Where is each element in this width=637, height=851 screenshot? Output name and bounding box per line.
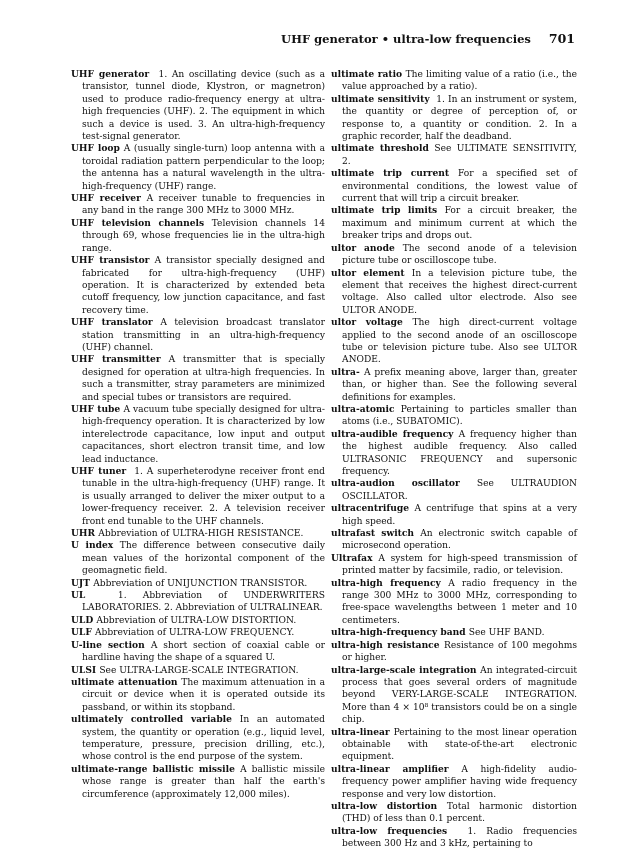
entry-term: ultra-audible frequency xyxy=(331,428,454,440)
entry-term: ultra-high frequency xyxy=(331,577,441,589)
entry-definition: 1. Radio frequencies between 300 Hz and 3 kHz, pertaining to xyxy=(342,826,578,850)
entry-term: U index xyxy=(71,540,114,552)
dictionary-entry xyxy=(331,764,577,801)
entry-term: UHR xyxy=(71,528,96,540)
dictionary-entry xyxy=(331,503,577,528)
dictionary-entry xyxy=(331,268,577,318)
dictionary-entry xyxy=(71,528,325,540)
entry-definition: A ballistic missile whose range is greater than half the earth's circumference (approximately 12,000 miles). xyxy=(82,764,325,800)
entry-definition: A centrifuge that spins at a very high speed. xyxy=(342,504,578,527)
dictionary-entry xyxy=(71,540,325,577)
dictionary-entry xyxy=(71,354,325,404)
entry-term: ultor voltage xyxy=(331,317,403,329)
entry-definition: Abbreviation of ULTRA-HIGH RESISTANCE. xyxy=(98,529,304,540)
entry-definition: 1. An oscillating device (such as a transistor, tunnel diode, Klystron, or magnetron) used to produce radio-frequency energy at ultra-high frequencies (UHF). 2. The equipment in which such a device is used. 3. An ultra-high-frequency test-signal generator. xyxy=(82,70,325,143)
entry-term: ultra-linear xyxy=(331,726,390,738)
dictionary-entry xyxy=(71,69,325,143)
dictionary-entry xyxy=(331,801,577,826)
dictionary-entry xyxy=(331,528,577,553)
entry-term: ultor anode xyxy=(331,242,395,254)
entry-definition: The difference between consecutive daily mean values of the horizontal component of the geomagnetic field. xyxy=(82,541,325,577)
entry-definition: Abbreviation of UNIJUNCTION TRANSISTOR. xyxy=(93,578,308,589)
dictionary-entry xyxy=(331,205,577,242)
entry-term: ultimate ratio xyxy=(331,69,403,80)
dictionary-entry xyxy=(331,243,577,268)
dictionary-entry xyxy=(331,69,577,94)
dictionary-entry xyxy=(331,627,577,639)
entry-term: ULSI xyxy=(71,664,97,676)
entry-term: ultra-low frequencies xyxy=(331,825,448,837)
entry-definition: A vacuum tube specially designed for ultra-high-frequency operation. It is characterized by low interelectrode capacitance, low input and output capacitances, short electron transit time, and low lead inductance. xyxy=(82,404,325,465)
entry-definition: Total harmonic distortion (THD) of less than 0.1 percent. xyxy=(342,801,577,825)
entry-definition: A radio frequency in the range 300 MHz to 3000 MHz, corresponding to free-space wavelengths between 1 meter and 10 centimeters. xyxy=(342,578,577,626)
entry-definition: The limiting value of a ratio (i.e., the value approached by a ratio). xyxy=(342,70,577,93)
entry-term: ultra-audion oscillator xyxy=(331,478,460,490)
entry-term: ultimate trip limits xyxy=(331,205,438,217)
running-header xyxy=(0,31,637,51)
entry-term: ultimate threshold xyxy=(331,143,429,155)
dictionary-entry xyxy=(71,578,325,590)
dictionary-entry xyxy=(71,255,325,317)
dictionary-entry xyxy=(331,429,577,479)
entry-definition: See ULTIMATE SENSITIVITY, 2. xyxy=(342,144,577,167)
entry-term: UL xyxy=(71,590,86,602)
entry-term: UHF translator xyxy=(71,317,153,329)
entry-term: ultrafast switch xyxy=(331,528,415,540)
dictionary-entry xyxy=(331,665,577,727)
entry-term: ultimate sensitivity xyxy=(331,93,430,105)
entry-term: ultra-high-frequency band xyxy=(331,627,466,639)
entry-definition: The high direct-current voltage applied to the second anode of an oscilloscope tube or television picture tube. Also see ULTOR ANODE. xyxy=(342,318,577,366)
entry-definition: 1. In an instrument or system, the quantity or degree of perception of, or response to, a quantity or condition. 2. In a graphic recorder, half the deadband. xyxy=(342,94,578,143)
dictionary-entry xyxy=(71,640,325,665)
entry-term: U-line section xyxy=(71,639,145,651)
entry-definition: In a television picture tube, the element that receives the highest direct-current voltage. Also called ultor electrode. Also see ULTOR ANODE. xyxy=(342,268,577,316)
entry-term: Ultrafax xyxy=(331,552,373,564)
entry-term: UHF generator xyxy=(71,69,150,80)
entry-term: ultimate trip current xyxy=(331,168,450,180)
entry-definition: Abbreviation of ULTRA-LOW FREQUENCY. xyxy=(94,628,295,639)
entry-definition: Resistance of 100 megohms or higher. xyxy=(342,640,577,664)
right-column xyxy=(331,69,577,851)
dictionary-entry xyxy=(331,143,577,168)
dictionary-entry xyxy=(331,317,577,367)
dictionary-entry xyxy=(71,615,325,627)
entry-definition: A short section of coaxial cable or hardline having the shape of a squared U. xyxy=(82,640,326,664)
dictionary-entry xyxy=(331,404,577,429)
entry-definition: See ULTRAUDION OSCILLATOR. xyxy=(342,479,577,502)
entry-definition: A system for high-speed transmission of printed matter by facsimile, radio, or television. xyxy=(342,553,577,577)
entry-definition: 1. Abbreviation of UNDERWRITERS LABORATORIES. 2. Abbreviation of ULTRALINEAR. xyxy=(82,591,325,614)
entry-definition: A (usually single-turn) loop antenna with a toroidal radiation pattern perpendicular to the loop; the antenna has a natural wavelength in the ultra-high-frequency (UHF) range. xyxy=(82,144,325,192)
entry-definition: A television broadcast translator station transmitting in an ultra-high-frequency (UHF) channel. xyxy=(82,318,325,353)
dictionary-entry xyxy=(71,665,325,677)
entry-definition: A high-fidelity audio-frequency power amplifier having wide frequency response and very low distortion. xyxy=(342,764,577,800)
entry-definition: An integrated-circuit process that goes several orders of magnitude beyond VERY-LARGE-SCALE INTEGRATION. More than 4 × 10⁸ transistors could be on a single chip. xyxy=(342,665,578,726)
entry-term: ultimately controlled variable xyxy=(71,714,232,726)
entry-definition: The maximum attenuation in a circuit or device when it is operated outside its passband, or within its stopband. xyxy=(82,677,326,713)
header-text xyxy=(281,31,575,46)
dictionary-entry xyxy=(71,193,325,218)
entry-term: ultra- xyxy=(331,366,360,378)
entry-term: ultimate attenuation xyxy=(71,676,178,688)
entry-definition: The second anode of a television picture tube or oscilloscope tube. xyxy=(342,243,577,267)
dictionary-entry xyxy=(71,404,325,466)
entry-term: ultra-large-scale integration xyxy=(331,664,477,676)
entry-term: ultor element xyxy=(331,267,405,279)
entry-definition: 1. A superheterodyne receiver front end tunable in the ultra-high-frequency (UHF) range. It is usually arranged to deliver the mixer output to a lower-frequency receiver. 2. A television receiver front end tunable to the UHF channels. xyxy=(82,467,325,527)
entry-definition: A prefix meaning above, larger than, greater than, or higher than. See the following several definitions for examples. xyxy=(342,367,577,403)
dictionary-entry xyxy=(71,466,325,528)
entry-definition: A frequency higher than the highest audible frequency. Also called ULTRASONIC FREQUENCY and supersonic frequency. xyxy=(342,429,578,477)
entry-definition: Pertaining to the most linear operation obtainable with state-of-the-art electronic equipment. xyxy=(342,727,577,763)
entry-definition: A transmitter that is specially designed for operation at ultra-high frequencies. In such a transmitter, stray parameters are minimized and special tubes or transistors are required. xyxy=(82,355,325,403)
dictionary-entry xyxy=(331,578,577,628)
entry-term: UHF tube xyxy=(71,403,121,415)
entry-definition: An electronic switch capable of microsecond operation. xyxy=(342,529,578,552)
entry-term: ultra-linear amplifier xyxy=(331,763,449,775)
entry-term: UHF transistor xyxy=(71,255,150,267)
entry-definition: Abbreviation of ULTRA-LOW DISTORTION. xyxy=(96,615,297,626)
entry-term: UHF transmitter xyxy=(71,354,161,366)
left-column xyxy=(71,69,325,801)
entry-term: ultra-atomic xyxy=(331,403,395,415)
entry-definition: See UHF BAND. xyxy=(468,628,545,639)
page-number: 701 xyxy=(548,31,575,46)
entry-definition: A receiver tunable to frequencies in any band in the range 300 MHz to 3000 MHz. xyxy=(82,194,325,217)
dictionary-entry xyxy=(331,826,577,851)
dictionary-entry xyxy=(331,168,577,205)
entry-term: ultimate-range ballistic missile xyxy=(71,763,235,775)
entry-term: UHF loop xyxy=(71,143,120,155)
entry-term: ultra-low distortion xyxy=(331,800,438,812)
entry-definition: Television channels 14 through 69, whose frequencies lie in the ultra-high range. xyxy=(82,218,325,254)
dictionary-entry xyxy=(331,367,577,404)
dictionary-entry xyxy=(331,640,577,665)
entry-term: ULF xyxy=(71,627,92,639)
running-title: UHF generator • ultra-low frequencies xyxy=(281,32,531,46)
dictionary-entry xyxy=(71,317,325,354)
entry-definition: For a specified set of environmental conditions, the lowest value of current that will trip a circuit breaker. xyxy=(342,169,577,205)
dictionary-entry xyxy=(71,714,325,764)
entry-definition: See ULTRA-LARGE-SCALE INTEGRATION. xyxy=(99,665,299,676)
entry-definition: Pertaining to particles smaller than atoms (i.e., SUBATOMIC). xyxy=(342,404,578,428)
dictionary-entry xyxy=(331,553,577,578)
dictionary-entry xyxy=(331,478,577,503)
entry-term: ultracentrifuge xyxy=(331,503,409,515)
dictionary-entry xyxy=(331,727,577,764)
dictionary-entry xyxy=(71,627,325,639)
entry-term: ULD xyxy=(71,614,94,626)
entry-definition: For a circuit breaker, the maximum and minimum current at which the breaker trips and drops out. xyxy=(342,206,577,242)
entry-definition: A transistor specially designed and fabricated for ultra-high-frequency (UHF) operation. It is characterized by extended beta cutoff frequency, low junction capacitance, and fast recovery time. xyxy=(82,256,325,316)
dictionary-entry xyxy=(71,764,325,801)
dictionary-entry xyxy=(71,143,325,193)
entry-term: ultra-high resistance xyxy=(331,639,440,651)
dictionary-entry xyxy=(71,590,325,615)
entry-definition: In an automated system, the quantity or operation (e.g., liquid level, temperature, pressure, precision drilling, etc.), whose control is the end purpose of the system. xyxy=(82,715,326,763)
dictionary-entry xyxy=(71,677,325,714)
entry-term: UHF television channels xyxy=(71,217,205,229)
entry-term: UHF tuner xyxy=(71,466,127,477)
entry-term: UHF receiver xyxy=(71,193,141,205)
entry-term: UJT xyxy=(71,577,91,589)
dictionary-entry xyxy=(331,94,577,144)
dictionary-entry xyxy=(71,218,325,255)
